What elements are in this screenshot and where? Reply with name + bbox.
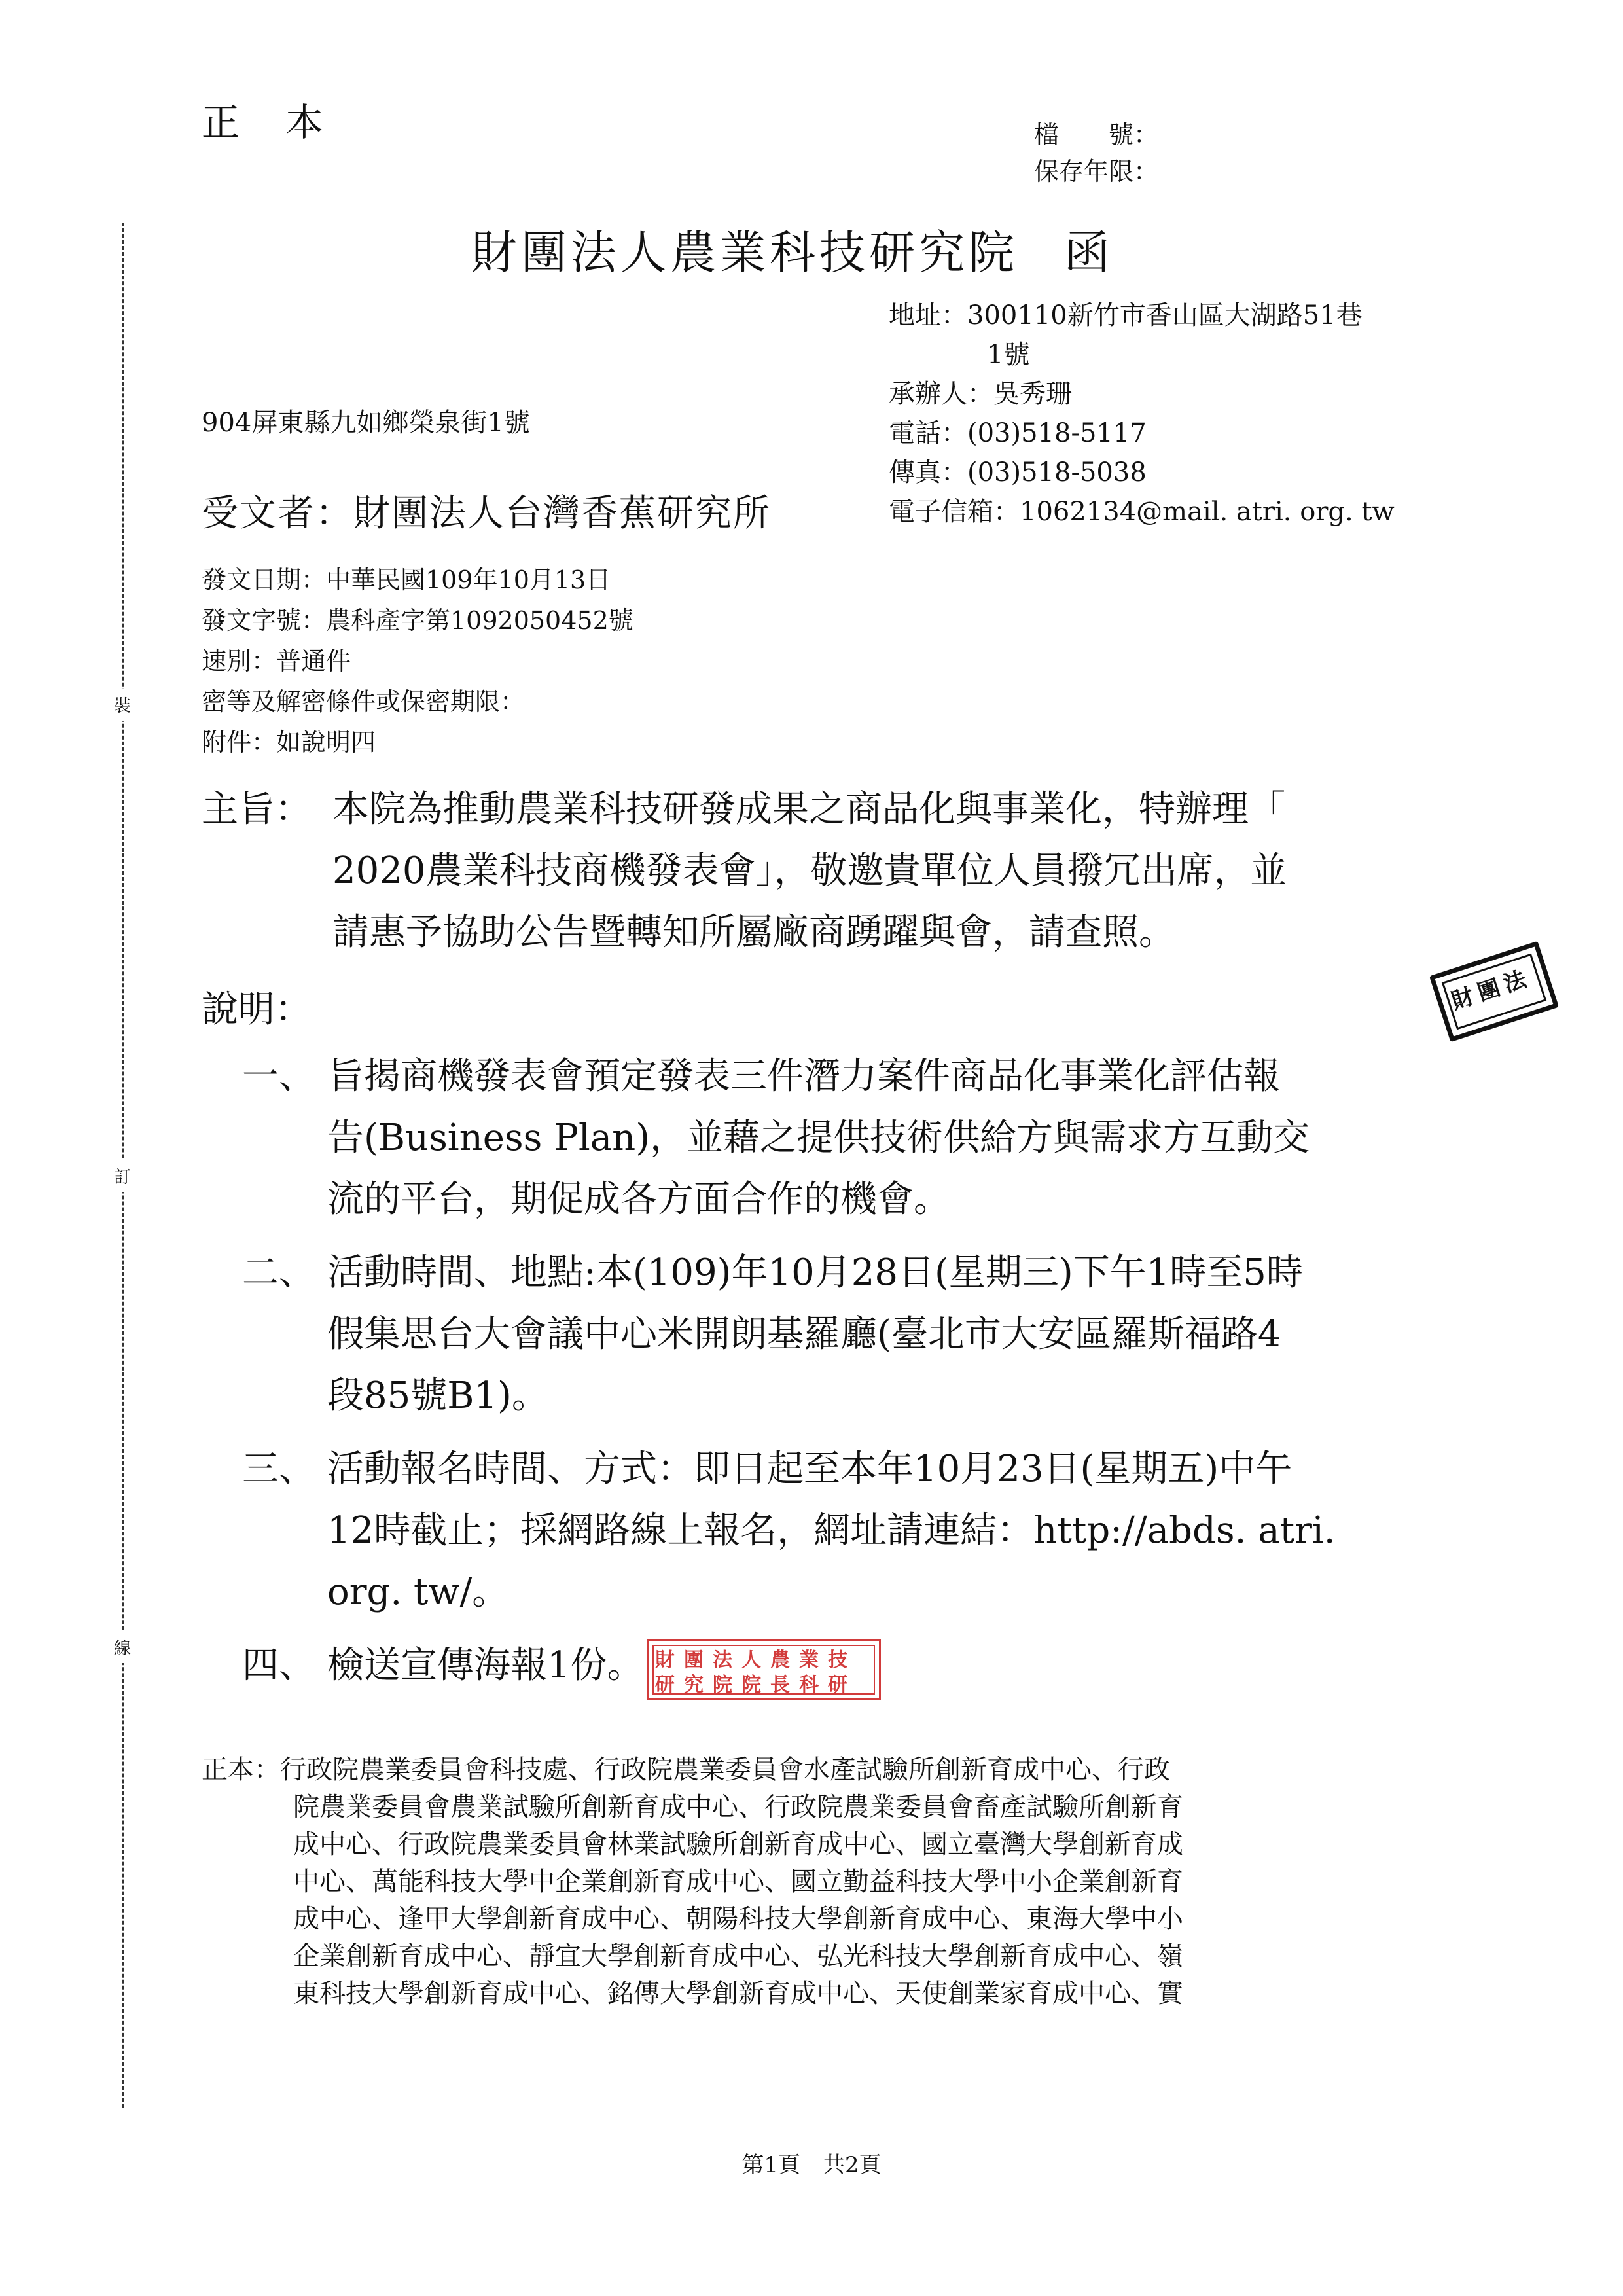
- item-line: 流的平台，期促成各方面合作的機會。: [327, 1178, 950, 1221]
- sender-email: 電子信箱：1062134@mail. atri. org. tw: [889, 497, 1395, 527]
- subject-label: 主旨：: [202, 788, 312, 831]
- copies-line: 成中心、逢甲大學創新育成中心、朝陽科技大學創新育成中心、東海大學中小: [293, 1904, 1183, 1934]
- file-number-label: 檔 號：: [1034, 120, 1159, 149]
- sender-address-cont: 1號: [987, 340, 1030, 370]
- meta-doc-number: 發文字號：農科產字第1092050452號: [202, 606, 633, 635]
- item-line: 12時截止；採網路線上報名，網址請連結：http://abds. atri.: [327, 1509, 1336, 1552]
- title-org: 財團法人農業科技研究院: [471, 226, 1018, 279]
- subject-line: 請惠予協助公告暨轉知所屬廠商踴躍與會，請查照。: [332, 911, 1175, 954]
- title-doc-type: 函: [1064, 226, 1114, 279]
- copies-line: 成中心、行政院農業委員會林業試驗所創新育成中心、國立臺灣大學創新育成: [293, 1829, 1183, 1859]
- sender-phone: 電話：(03)518-5117: [889, 418, 1147, 448]
- binding-label-bind: 裝: [113, 689, 132, 721]
- file-info: [1034, 117, 1158, 190]
- item-number: 二、: [242, 1251, 315, 1294]
- subject: [202, 779, 1287, 963]
- retention-label: 保存年限：: [1034, 157, 1159, 186]
- copies-line: 企業創新育成中心、靜宜大學創新育成中心、弘光科技大學創新育成中心、嶺: [293, 1941, 1183, 1971]
- meta-confidentiality: 密等及解密條件或保密期限：: [202, 687, 526, 716]
- official-seal-red: 財 研 團 究 法 院 人 院 農 長 業 科 技 研: [647, 1639, 881, 1700]
- copy-mark: 正本: [202, 100, 370, 145]
- meta-speed: 速別：普通件: [202, 647, 351, 675]
- recipient-address: 904屏東縣九如鄉榮泉街1號: [202, 408, 530, 438]
- item-line: 假集思台大會議中心米開朗基羅廳(臺北市大安區羅斯福路4: [327, 1313, 1281, 1355]
- sender-handler: 承辦人：吳秀珊: [889, 379, 1072, 409]
- item-line: 檢送宣傳海報1份。: [327, 1644, 644, 1687]
- item-line: 活動時間、地點:本(109)年10月28日(星期三)下午1時至5時: [327, 1251, 1303, 1294]
- item-number: 四、: [242, 1644, 315, 1687]
- explanation-item: [242, 1242, 1336, 1427]
- page-number: 第1頁 共2頁: [741, 2152, 882, 2178]
- subject-line: 2020農業科技商機發表會」，敬邀貴單位人員撥冗出席，並: [332, 850, 1287, 892]
- subject-line: 本院為推動農業科技研發成果之商品化與事業化，特辦理「: [332, 788, 1285, 831]
- item-line: org. tw/。: [327, 1571, 509, 1613]
- copies-label: 正本：: [202, 1755, 280, 1785]
- copies-line: 中心、萬能科技大學中企業創新育成中心、國立勤益科技大學中小企業創新育: [293, 1867, 1183, 1897]
- sender-fax: 傳真：(03)518-5038: [889, 457, 1147, 488]
- copies-recipients: [202, 1751, 1183, 2013]
- item-line: 告(Business Plan)，並藉之提供技術供給方與需求方互動交: [327, 1117, 1310, 1159]
- institution-seal-black: 財 團 法: [1429, 941, 1559, 1043]
- recipient: 受文者：財團法人台灣香蕉研究所: [202, 492, 771, 535]
- meta-attachment: 附件：如說明四: [202, 728, 376, 757]
- copies-line: 院農業委員會農業試驗所創新育成中心、行政院農業委員會畜產試驗所創新育: [293, 1792, 1183, 1822]
- meta-date: 發文日期：中華民國109年10月13日: [202, 565, 611, 594]
- sender-info: [889, 296, 1395, 531]
- binding-label-staple: 訂: [113, 1160, 132, 1192]
- item-line: 旨揭商機發表會預定發表三件潛力案件商品化事業化評估報: [327, 1055, 1280, 1098]
- explanation-item: [242, 1439, 1336, 1623]
- copies-line: 行政院農業委員會科技處、行政院農業委員會水產試驗所創新育成中心、行政: [280, 1755, 1170, 1785]
- item-line: 活動報名時間、方式：即日起至本年10月23日(星期五)中午: [327, 1448, 1293, 1490]
- item-number: 三、: [242, 1448, 315, 1490]
- explanation-item: [242, 1046, 1336, 1230]
- copies-line: 東科技大學創新育成中心、銘傳大學創新育成中心、天使創業家育成中心、實: [293, 1979, 1183, 2009]
- sender-address: 地址：300110新竹市香山區大湖路51巷: [889, 300, 1363, 331]
- item-number: 一、: [242, 1055, 315, 1098]
- binding-label-line: 線: [113, 1631, 132, 1663]
- page-title: [471, 216, 1114, 282]
- explanation-label: 說明：: [202, 988, 312, 1031]
- document-meta: [202, 560, 633, 762]
- explanation-items: [242, 1046, 1336, 1708]
- item-line: 段85號B1)。: [327, 1374, 548, 1417]
